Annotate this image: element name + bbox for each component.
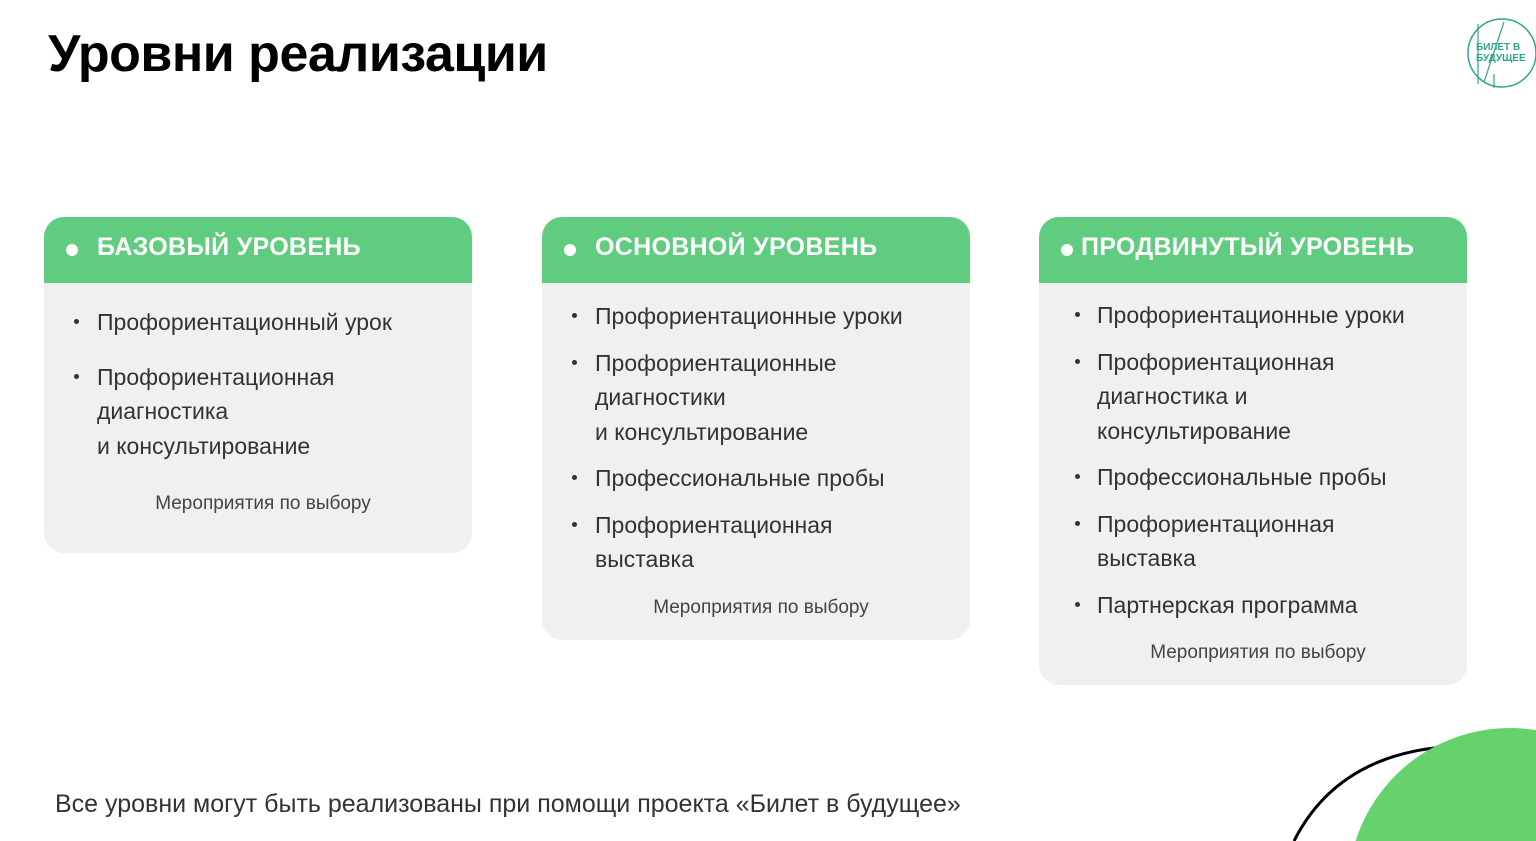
card-basic-level xyxy=(44,217,472,553)
list-item-text: Профориентационная диагностика и консультирование xyxy=(1097,348,1335,444)
page-title: Уровни реализации xyxy=(48,25,548,83)
list-item-text: Профориентационная выставка xyxy=(595,511,833,572)
list-item-text: Профориентационная диагностика и консультирование xyxy=(97,363,335,459)
bullet-icon xyxy=(1075,521,1080,526)
decorative-shape xyxy=(1280,710,1536,841)
list-item xyxy=(542,508,970,577)
card-title: ПРОДВИНУТЫЙ УРОВЕНЬ xyxy=(1081,233,1415,261)
card-title: БАЗОВЫЙ УРОВЕНЬ xyxy=(97,233,361,261)
logo xyxy=(1464,14,1536,92)
list-item xyxy=(1039,345,1467,449)
list-item-text: Профессиональные пробы xyxy=(1097,464,1387,490)
card-advanced-level xyxy=(1039,217,1467,685)
list-item xyxy=(1039,460,1467,495)
list-item-text: Профориентационные диагностики и консультирование xyxy=(595,349,837,445)
card-header xyxy=(44,217,472,283)
bullet-icon xyxy=(1075,312,1080,317)
card-note: Мероприятия по выбору xyxy=(653,596,869,618)
card-note: Мероприятия по выбору xyxy=(1150,642,1366,663)
list-item xyxy=(1039,588,1467,623)
logo-text: БИЛЕТ В БУДУЩЕЕ xyxy=(1476,42,1526,64)
footer-text: Все уровни могут быть реализованы при помощи проекта «Билет в будущее» xyxy=(55,790,961,818)
header-dot-icon xyxy=(66,244,78,256)
card-note: Мероприятия по выбору xyxy=(155,493,371,514)
bullet-icon xyxy=(1075,474,1080,479)
list-item xyxy=(1039,298,1467,333)
card-title: ОСНОВНОЙ УРОВЕНЬ xyxy=(595,233,878,261)
list-item-text: Партнерская программа xyxy=(1097,591,1358,618)
list-item-text: Профориентационные уроки xyxy=(1097,302,1405,328)
card-header xyxy=(542,217,970,283)
header-dot-icon xyxy=(1061,244,1073,256)
header-dot-icon xyxy=(564,244,576,256)
card-header xyxy=(1039,217,1467,283)
list-item-text: Профориентационные уроки xyxy=(595,303,903,329)
list-item xyxy=(542,346,970,450)
bullet-icon xyxy=(74,319,79,324)
list-item xyxy=(44,305,472,340)
list-item-text: Профориентационная выставка xyxy=(1097,510,1335,571)
bullet-icon xyxy=(572,313,577,318)
bullet-icon xyxy=(572,522,577,527)
list-item xyxy=(44,360,472,464)
list-item-text: Профориентационный урок xyxy=(97,309,392,335)
bullet-icon xyxy=(1075,602,1080,607)
list-item xyxy=(1039,507,1467,576)
card-main-level xyxy=(542,217,970,640)
list-item xyxy=(542,461,970,496)
list-item-text: Профессиональные пробы xyxy=(595,465,885,491)
bullet-icon xyxy=(572,360,577,365)
bullet-icon xyxy=(572,475,577,480)
bullet-icon xyxy=(74,374,79,379)
bullet-icon xyxy=(1075,359,1080,364)
list-item xyxy=(542,299,970,334)
